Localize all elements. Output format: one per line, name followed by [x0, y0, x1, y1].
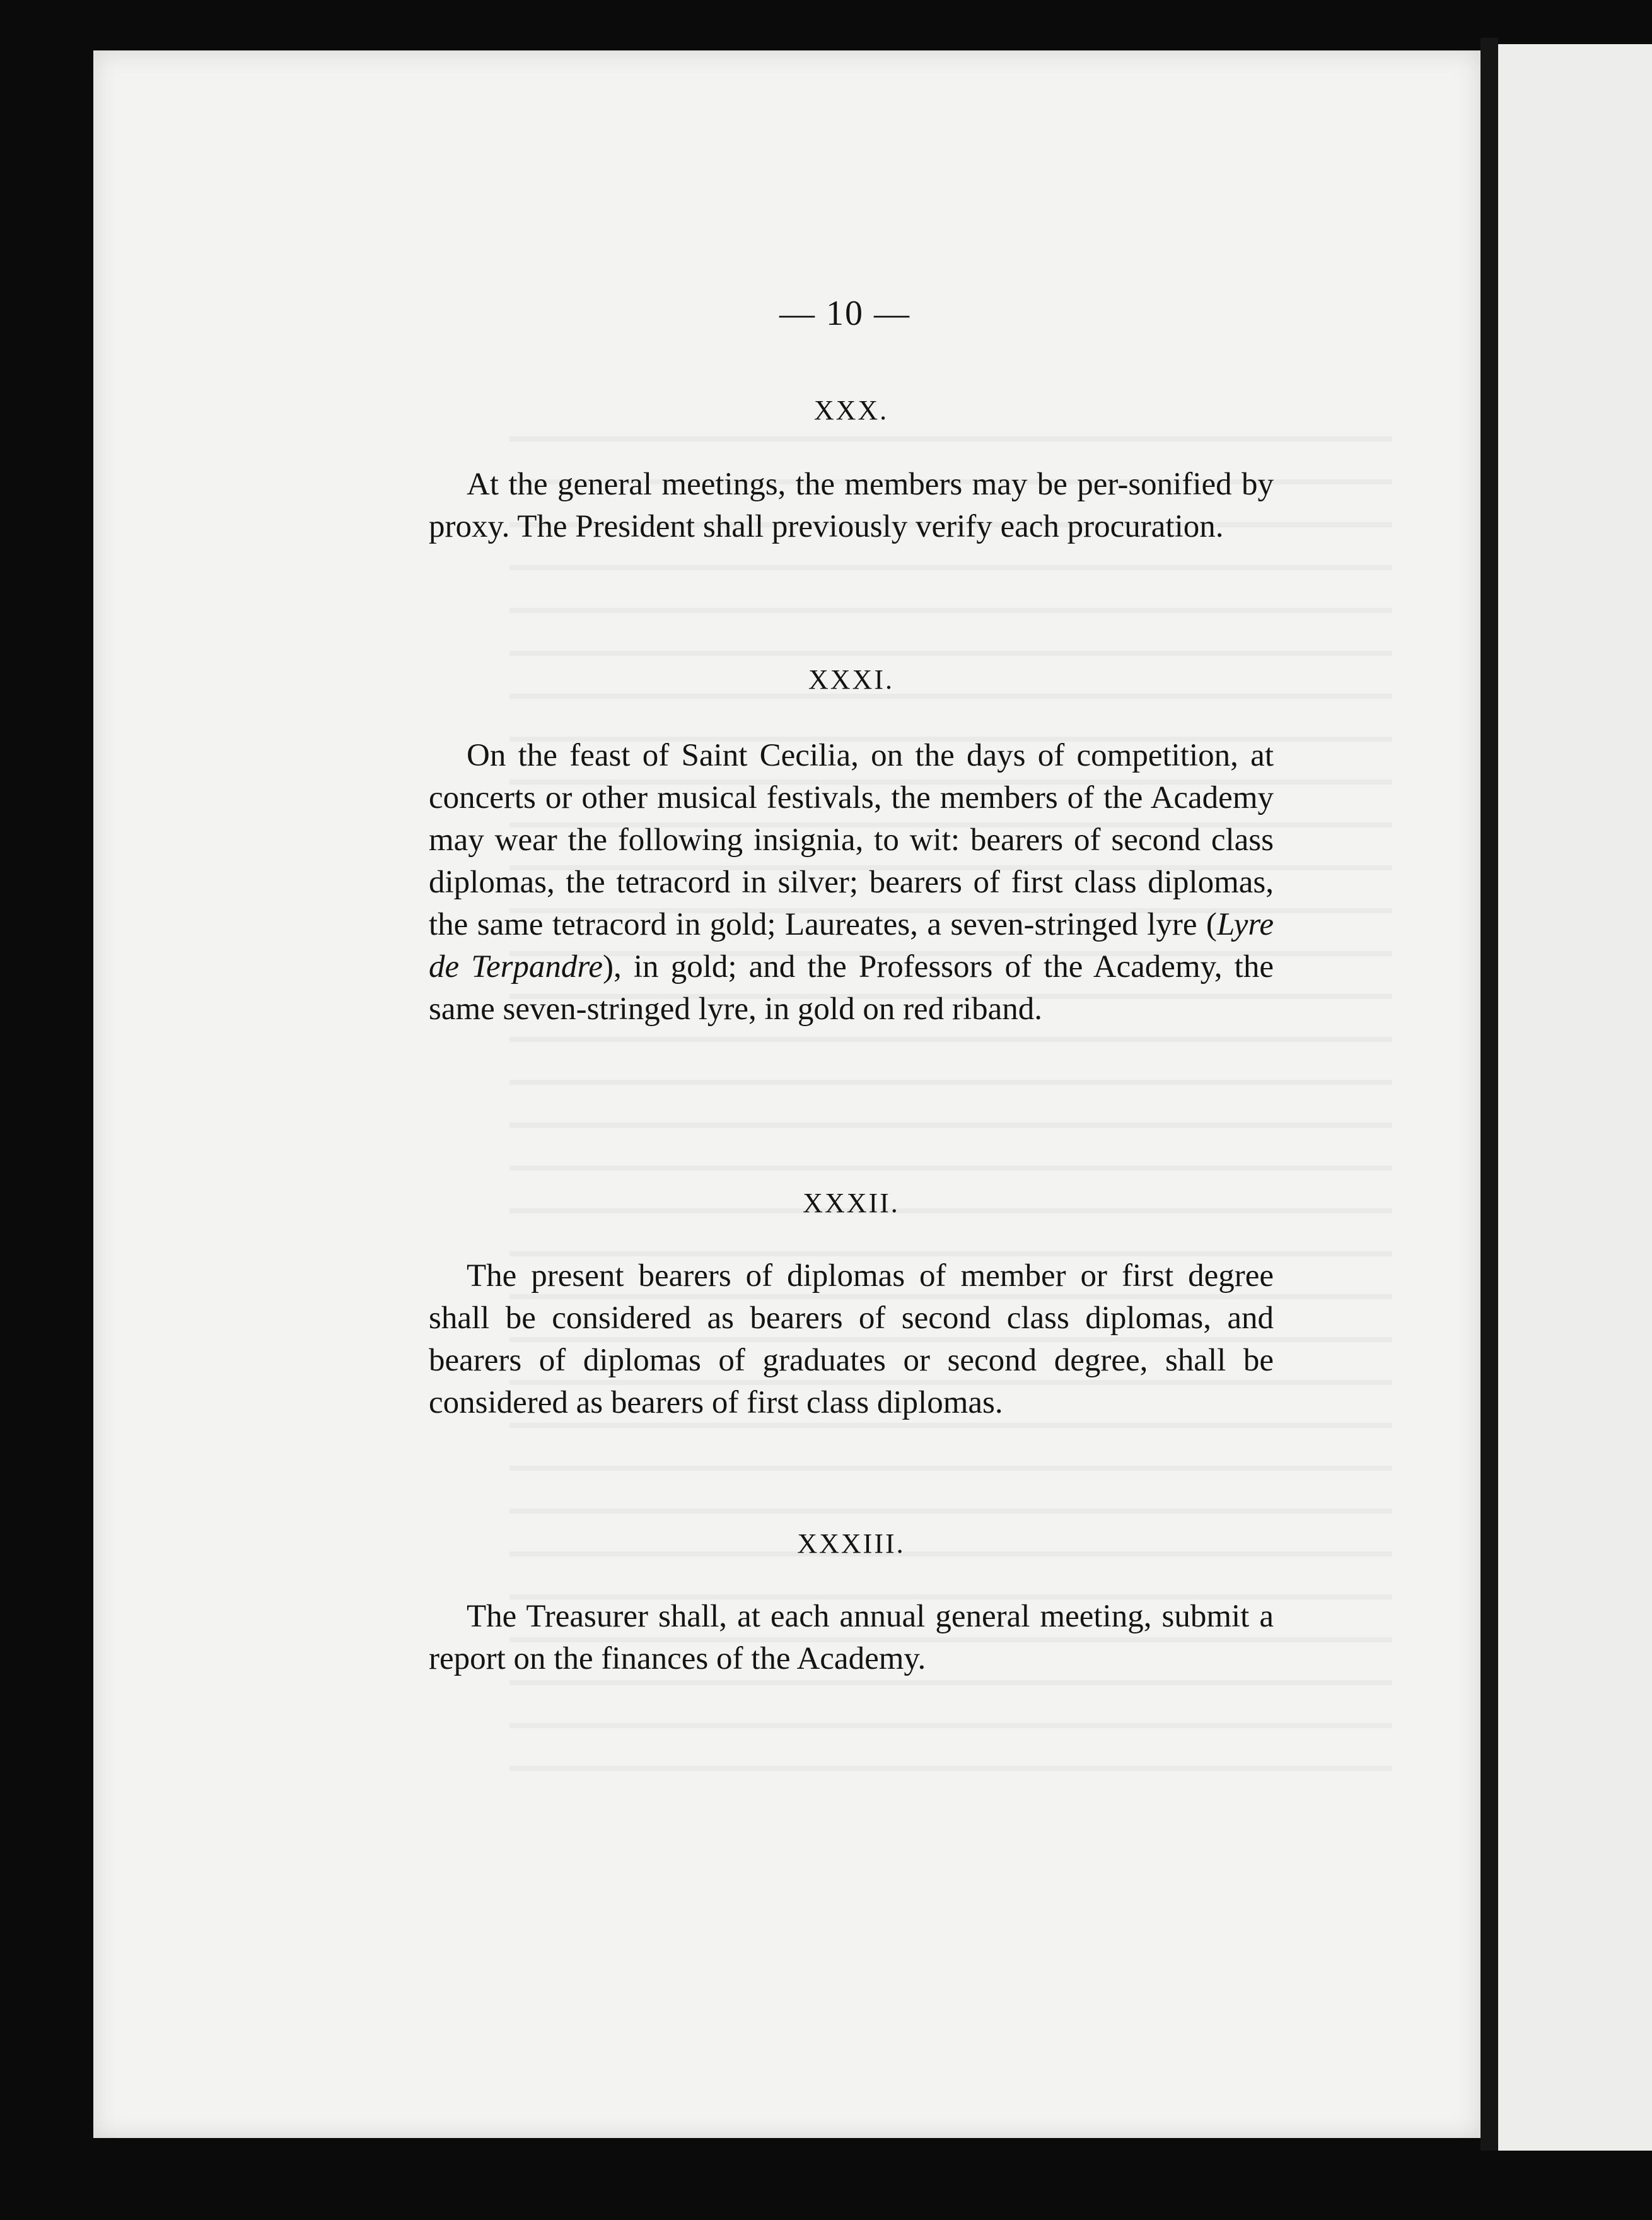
page-number: — 10 —: [779, 294, 910, 333]
show-through-bleed: [509, 404, 1392, 1791]
paragraph-text: On the feast of Saint Cecilia, on the days of competition, at concerts or other musical festivals, the members of the Academy may wear the following insignia, to wit: bearers of second class diplomas, the tetracord in silver; bearers of first class diplomas, the same tetracord in gold; Laureates, a seven-stringed lyre (: [429, 738, 1274, 942]
document-page: [93, 50, 1480, 2138]
article-paragraph: At the general meetings, the members may be per-sonified by proxy. The President shall previously verify each procuration.: [429, 467, 1274, 544]
article-paragraph: The present bearers of diplomas of member or first degree shall be considered as bearers of second class diplomas, and bearers of diplomas of graduates or second degree, shall be considered as bearers of first class diplomas.: [429, 1258, 1274, 1420]
article-heading: XXXII.: [803, 1188, 900, 1218]
page-gutter-shadow: [1480, 38, 1498, 2151]
article-heading: XXXI.: [808, 664, 894, 695]
article-heading: XXX.: [813, 395, 889, 426]
article-paragraph: [429, 735, 1274, 1031]
article-heading: XXXIII.: [797, 1528, 905, 1559]
italic-title: Lyre de Terpandre: [429, 907, 1274, 984]
article-paragraph: The Treasurer shall, at each annual general meeting, submit a report on the finances of the Academy.: [429, 1599, 1274, 1676]
paragraph-text: ), in gold; and the Professors of the Academy, the same seven-stringed lyre, in gold on red riband.: [429, 949, 1274, 1027]
adjacent-page-edge: [1498, 44, 1652, 2151]
